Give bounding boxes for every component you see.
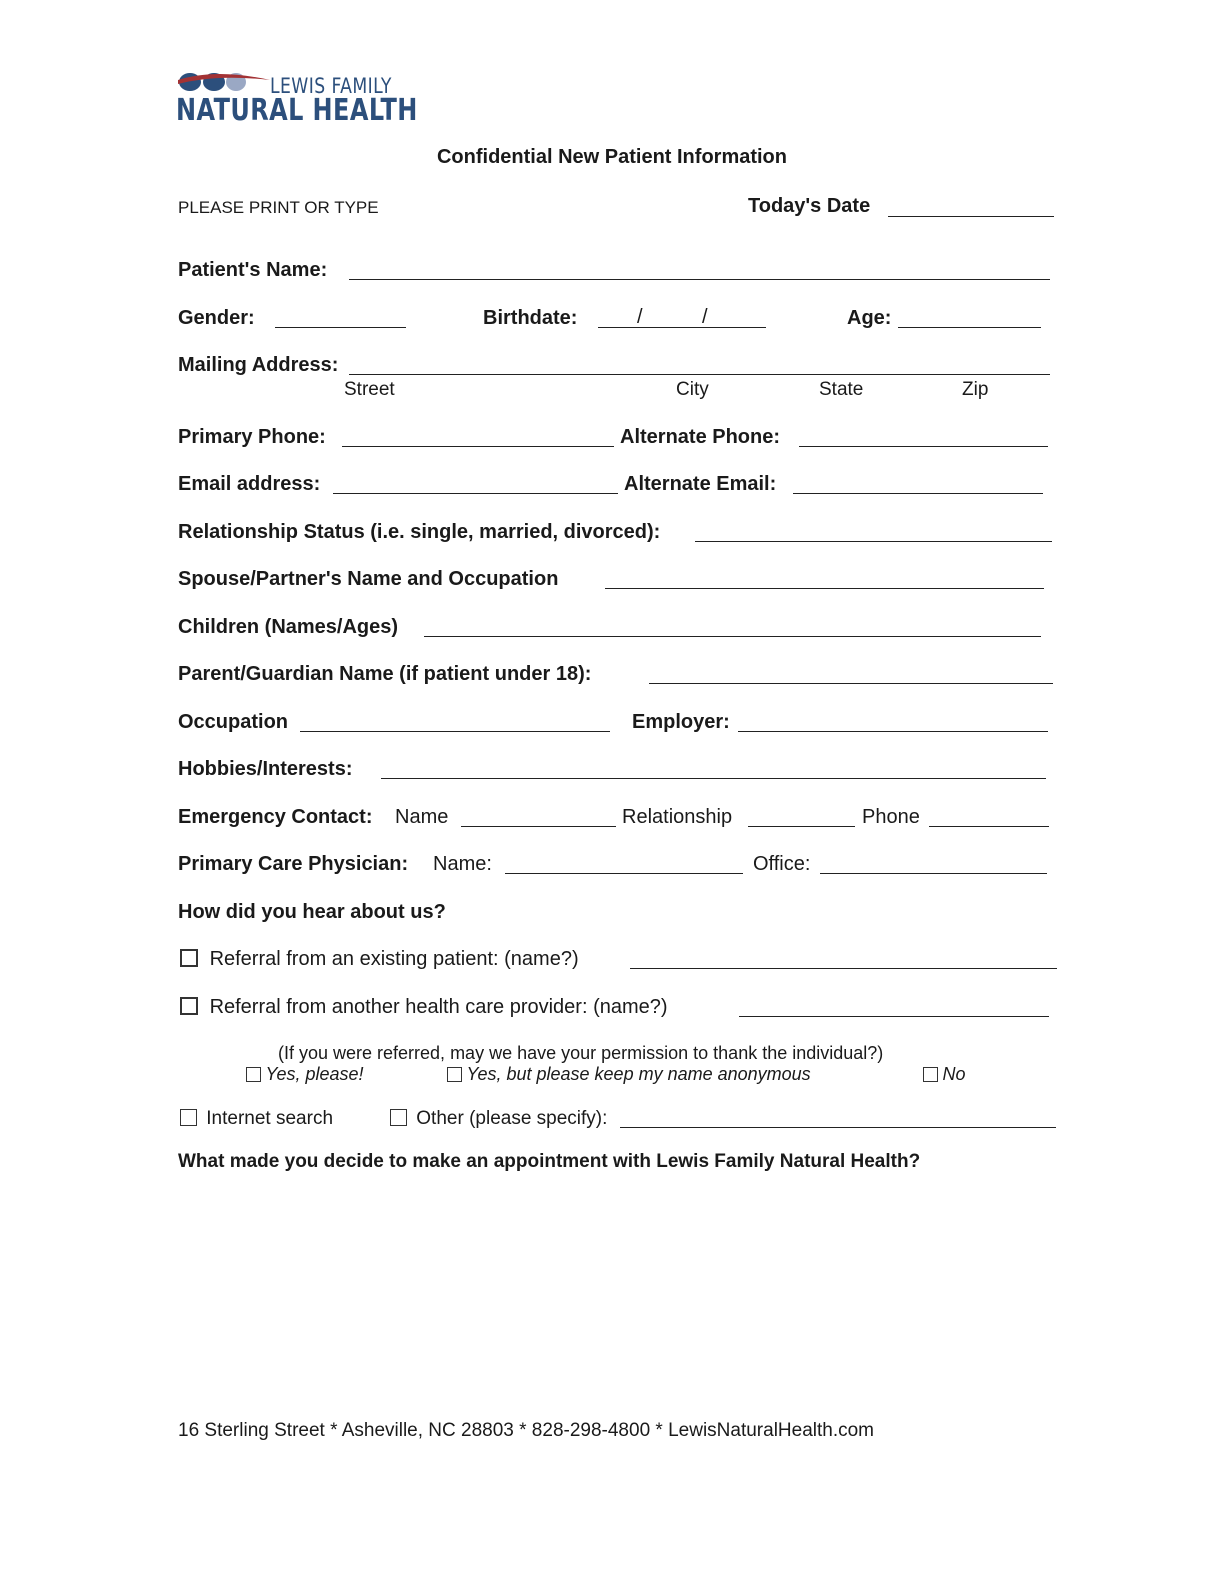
pcp-office-field[interactable] (820, 873, 1047, 874)
zip-caption: Zip (962, 379, 989, 400)
pcp-office-label: Office: (753, 853, 811, 875)
ec-relationship-label: Relationship (622, 806, 733, 828)
permission-no-option[interactable] (923, 1064, 965, 1085)
referral-patient-checkbox[interactable] (180, 949, 198, 967)
alternate-email-field[interactable] (793, 493, 1043, 494)
occupation-label: Occupation (178, 711, 289, 733)
internet-search-checkbox[interactable] (180, 1109, 197, 1126)
children-field[interactable] (424, 636, 1041, 637)
spouse-label: Spouse/Partner's Name and Occupation (178, 568, 559, 590)
logo-mark-icon (176, 66, 276, 96)
form-title: Confidential New Patient Information (436, 146, 787, 168)
birthdate-separator: / (702, 306, 708, 328)
other-label: Other (please specify): (416, 1108, 608, 1129)
referral-patient-name-field[interactable] (630, 968, 1057, 969)
hear-question: How did you hear about us? (178, 901, 446, 923)
instruction-text: PLEASE PRINT OR TYPE (178, 198, 379, 217)
occupation-field[interactable] (300, 731, 610, 732)
other-checkbox[interactable] (390, 1109, 407, 1126)
pcp-name-label: Name: (433, 853, 492, 875)
mailing-address-field[interactable] (349, 374, 1050, 375)
pcp-name-field[interactable] (505, 873, 743, 874)
referral-provider-label: Referral from another health care provider: (name?) (209, 996, 668, 1018)
internet-search-label: Internet search (206, 1108, 334, 1129)
birthdate-separator: / (637, 306, 643, 328)
other-option[interactable] (390, 1108, 607, 1130)
age-label: Age: (847, 307, 892, 329)
mailing-address-label: Mailing Address: (178, 354, 339, 376)
gender-field[interactable] (275, 327, 406, 328)
ec-name-label: Name (395, 806, 449, 828)
city-caption: City (676, 379, 709, 400)
children-label: Children (Names/Ages) (178, 616, 399, 638)
parent-field[interactable] (649, 683, 1053, 684)
email-label: Email address: (178, 473, 321, 495)
other-specify-field[interactable] (620, 1127, 1056, 1128)
todays-date-field[interactable] (888, 216, 1054, 217)
ec-phone-label: Phone (862, 806, 920, 828)
age-field[interactable] (898, 327, 1041, 328)
decide-answer-area[interactable] (178, 1180, 1056, 1380)
decide-question: What made you decide to make an appointment with Lewis Family Natural Health? (178, 1151, 921, 1172)
internet-search-option[interactable] (180, 1108, 333, 1130)
todays-date-label: Today's Date (748, 195, 871, 217)
relationship-status-label: Relationship Status (i.e. single, married, divorced): (178, 521, 661, 543)
permission-anon-option[interactable] (447, 1064, 811, 1085)
employer-label: Employer: (632, 711, 730, 733)
permission-anon-checkbox[interactable] (447, 1067, 462, 1082)
permission-anon-label: Yes, but please keep my name anonymous (466, 1064, 811, 1084)
parent-label: Parent/Guardian Name (if patient under 18): (178, 663, 592, 685)
alternate-phone-field[interactable] (799, 446, 1048, 447)
referral-provider-checkbox[interactable] (180, 997, 198, 1015)
spouse-field[interactable] (605, 588, 1044, 589)
pcp-label: Primary Care Physician: (178, 853, 409, 875)
referral-patient-option[interactable] (180, 948, 579, 971)
emergency-contact-label: Emergency Contact: (178, 806, 373, 828)
patient-name-label: Patient's Name: (178, 259, 328, 281)
permission-yes-label: Yes, please! (265, 1064, 364, 1084)
email-field[interactable] (333, 493, 618, 494)
employer-field[interactable] (738, 731, 1048, 732)
primary-phone-label: Primary Phone: (178, 426, 326, 448)
logo-line1: LEWIS FAMILY (270, 74, 392, 98)
permission-yes-option[interactable] (246, 1064, 364, 1085)
permission-no-label: No (942, 1064, 966, 1084)
permission-yes-checkbox[interactable] (246, 1067, 261, 1082)
birthdate-label: Birthdate: (483, 307, 578, 329)
permission-question: (If you were referred, may we have your permission to thank the individual?) (278, 1043, 884, 1063)
hobbies-field[interactable] (381, 778, 1046, 779)
ec-relationship-field[interactable] (748, 826, 855, 827)
birthdate-field[interactable] (598, 327, 766, 328)
ec-name-field[interactable] (461, 826, 616, 827)
street-caption: Street (344, 379, 395, 400)
referral-provider-option[interactable] (180, 996, 668, 1019)
gender-label: Gender: (178, 307, 255, 329)
relationship-status-field[interactable] (695, 541, 1052, 542)
permission-no-checkbox[interactable] (923, 1067, 938, 1082)
alternate-phone-label: Alternate Phone: (620, 426, 781, 448)
clinic-logo (176, 66, 418, 128)
footer-address: 16 Sterling Street * Asheville, NC 28803 * 828-298-4800 * LewisNaturalHealth.com (178, 1420, 875, 1441)
alternate-email-label: Alternate Email: (624, 473, 777, 495)
logo-line2: NATURAL HEALTH (176, 93, 418, 128)
patient-name-field[interactable] (349, 279, 1050, 280)
hobbies-label: Hobbies/Interests: (178, 758, 353, 780)
primary-phone-field[interactable] (342, 446, 614, 447)
ec-phone-field[interactable] (929, 826, 1049, 827)
state-caption: State (819, 379, 864, 400)
referral-provider-name-field[interactable] (739, 1016, 1049, 1017)
referral-patient-label: Referral from an existing patient: (name?) (209, 948, 579, 970)
